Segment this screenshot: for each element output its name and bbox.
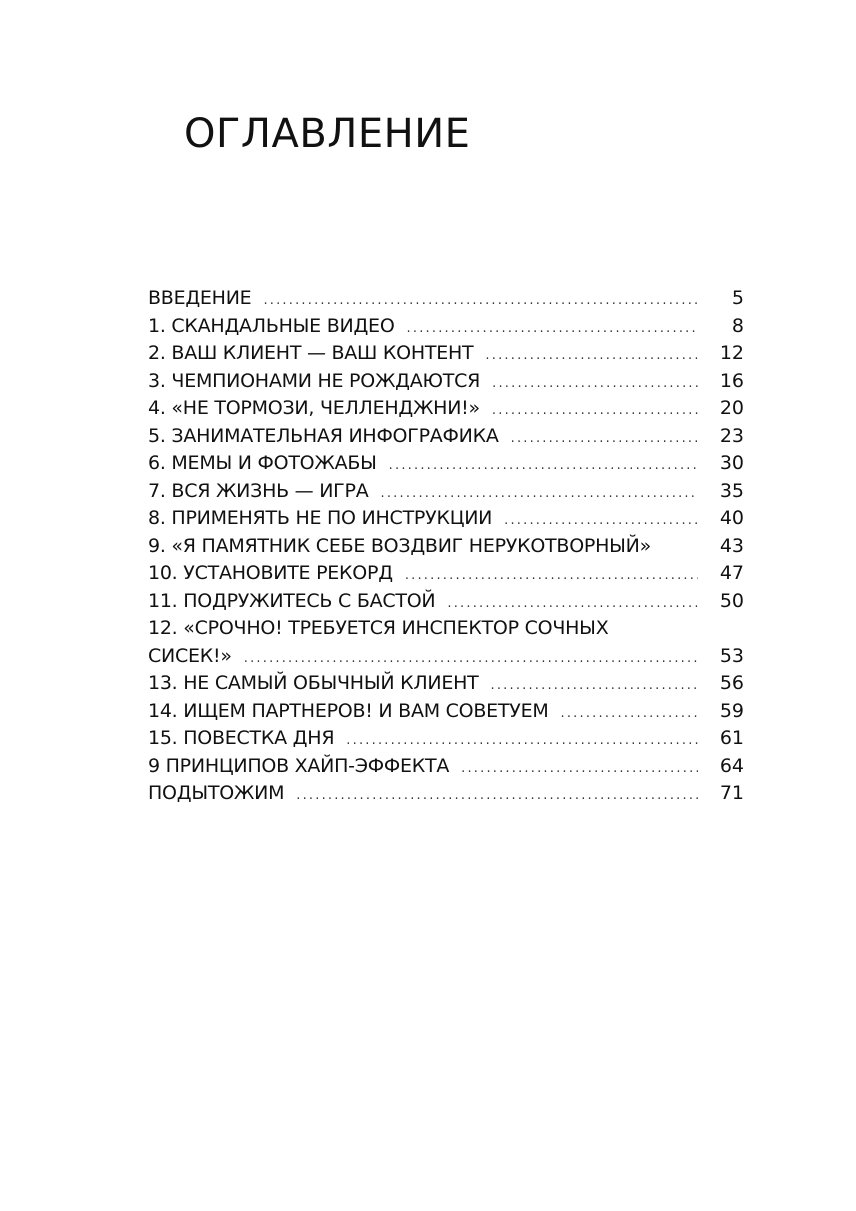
- table-of-contents: [148, 285, 744, 808]
- toc-entry-introduction[interactable]: [148, 285, 744, 313]
- toc-entry-chapter-7[interactable]: [148, 478, 744, 506]
- dot-leader: [461, 755, 698, 783]
- dot-leader: [504, 507, 698, 535]
- toc-entry-label: 9. «Я ПАМЯТНИК СЕБЕ ВОЗДВИГ НЕРУКОТВОРНЫЙ»: [148, 534, 652, 557]
- toc-entry-chapter-3[interactable]: [148, 368, 744, 396]
- toc-entry-label: 4. «НЕ ТОРМОЗИ, ЧЕЛЛЕНДЖНИ!»: [148, 397, 480, 419]
- toc-entry-label: 10. УСТАНОВИТЕ РЕКОРД: [148, 562, 393, 584]
- page-title: ОГЛАВЛЕНИЕ: [184, 111, 471, 157]
- toc-page-number: 30: [719, 452, 744, 474]
- toc-page-number: 43: [719, 534, 744, 557]
- toc-page-number: 23: [719, 424, 744, 447]
- toc-entry-chapter-9[interactable]: [148, 533, 744, 561]
- toc-entry-label: 5. ЗАНИМАТЕЛЬНАЯ ИНФОГРАФИКА: [148, 424, 499, 447]
- toc-entry-label: 13. НЕ САМЫЙ ОБЫЧНЫЙ КЛИЕНТ: [148, 672, 479, 694]
- dot-leader: [244, 645, 698, 673]
- dot-leader: [389, 452, 698, 480]
- toc-page-number: 53: [719, 644, 744, 667]
- dot-leader: [492, 397, 698, 425]
- dot-leader: [511, 425, 698, 453]
- toc-entry-label: 7. ВСЯ ЖИЗНЬ — ИГРА: [148, 479, 369, 502]
- toc-entry-label: 1. СКАНДАЛЬНЫЕ ВИДЕО: [148, 314, 395, 337]
- toc-entry-label: 6. МЕМЫ И ФОТОЖАБЫ: [148, 452, 377, 474]
- dot-leader: [561, 700, 699, 728]
- dot-leader: [380, 480, 698, 508]
- toc-entry-chapter-4[interactable]: [148, 395, 744, 423]
- toc-entry-label: 3. ЧЕМПИОНАМИ НЕ РОЖДАЮТСЯ: [148, 369, 481, 392]
- toc-page-number: 12: [719, 342, 744, 364]
- dot-leader: [346, 727, 698, 755]
- toc-entry-chapter-11[interactable]: [148, 588, 744, 616]
- toc-entry-label: СИСЕК!»: [148, 644, 232, 667]
- toc-page-number: 71: [719, 782, 744, 804]
- toc-page-number: 20: [719, 397, 744, 419]
- toc-entry-chapter-1[interactable]: [148, 313, 744, 341]
- toc-page-number: 56: [719, 672, 744, 694]
- toc-entry-label: 14. ИЩЕМ ПАРТНЕРОВ! И ВАМ СОВЕТУЕМ: [148, 699, 549, 722]
- toc-entry-label: 15. ПОВЕСТКА ДНЯ: [148, 727, 335, 749]
- toc-entry-continuation: [148, 643, 744, 671]
- toc-page-number: 61: [719, 727, 744, 749]
- toc-page-number: 40: [719, 507, 744, 529]
- toc-entry-chapter-15[interactable]: [148, 725, 744, 753]
- toc-page-number: 8: [731, 314, 744, 337]
- toc-entry-chapter-5[interactable]: [148, 423, 744, 451]
- toc-page-number: 35: [719, 479, 744, 502]
- toc-entry-label: 9 ПРИНЦИПОВ ХАЙП-ЭФФЕКТА: [148, 754, 450, 777]
- dot-leader: [405, 562, 698, 590]
- dot-leader: [263, 287, 698, 315]
- dot-leader: [492, 370, 698, 398]
- toc-entry-label: 2. ВАШ КЛИЕНТ — ВАШ КОНТЕНТ: [148, 342, 474, 364]
- toc-page-number: 47: [719, 562, 744, 584]
- toc-page-number: 59: [719, 699, 744, 722]
- toc-entry-chapter-13[interactable]: [148, 670, 744, 698]
- dot-leader: [447, 590, 698, 618]
- toc-entry-principles[interactable]: [148, 753, 744, 781]
- toc-entry-label: 11. ПОДРУЖИТЕСЬ С БАСТОЙ: [148, 589, 436, 612]
- toc-entry-label-line: 12. «СРОЧНО! ТРЕБУЕТСЯ ИНСПЕКТОР СОЧНЫХ: [148, 617, 609, 639]
- toc-entry-summary[interactable]: [148, 780, 744, 808]
- toc-entry-chapter-12[interactable]: [148, 615, 744, 670]
- toc-entry-chapter-8[interactable]: [148, 505, 744, 533]
- toc-page-number: 50: [719, 589, 744, 612]
- toc-page-number: 16: [719, 369, 744, 392]
- toc-page-number: 5: [731, 287, 744, 309]
- toc-entry-label: ВВЕДЕНИЕ: [148, 287, 252, 309]
- toc-entry-chapter-2[interactable]: [148, 340, 744, 368]
- toc-entry-chapter-14[interactable]: [148, 698, 744, 726]
- dot-leader: [485, 342, 698, 370]
- toc-entry-chapter-6[interactable]: [148, 450, 744, 478]
- dot-leader: [490, 672, 698, 700]
- dot-leader: [296, 782, 698, 810]
- dot-leader: [407, 315, 698, 343]
- toc-entry-chapter-10[interactable]: [148, 560, 744, 588]
- toc-entry-label: 8. ПРИМЕНЯТЬ НЕ ПО ИНСТРУКЦИИ: [148, 507, 493, 529]
- toc-entry-label: ПОДЫТОЖИМ: [148, 782, 285, 804]
- toc-page-number: 64: [719, 754, 744, 777]
